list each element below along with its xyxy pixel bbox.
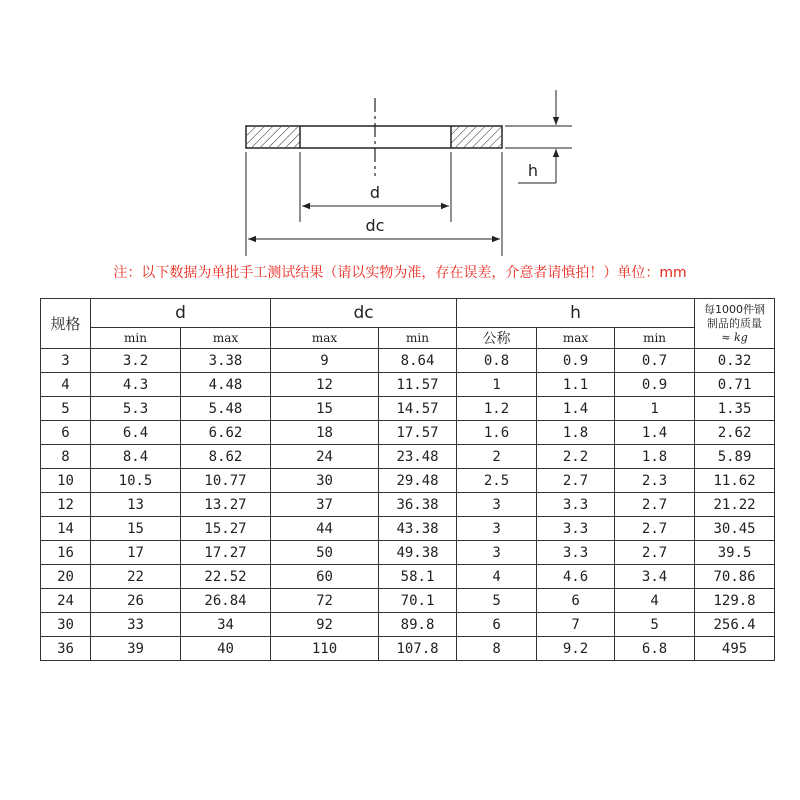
cell-h-min: 2.7 xyxy=(615,517,695,541)
cell-h-min: 1 xyxy=(615,397,695,421)
cell-d-max: 26.84 xyxy=(181,589,271,613)
cell-h-max: 3.3 xyxy=(537,541,615,565)
cell-d-min: 13 xyxy=(91,493,181,517)
table-row xyxy=(41,493,775,517)
header-h: h xyxy=(457,299,695,328)
cell-h-nominal: 1 xyxy=(457,373,537,397)
cell-d-min: 4.3 xyxy=(91,373,181,397)
cell-spec: 3 xyxy=(41,349,91,373)
left-hatched-section xyxy=(247,127,300,147)
cell-h-max: 2.2 xyxy=(537,445,615,469)
cell-d-max: 6.62 xyxy=(181,421,271,445)
cell-dc-max: 30 xyxy=(271,469,379,493)
cell-dc-max: 37 xyxy=(271,493,379,517)
cell-dc-max: 60 xyxy=(271,565,379,589)
subheader-d-max: max xyxy=(181,328,271,349)
cell-h-min: 1.8 xyxy=(615,445,695,469)
cell-d-min: 8.4 xyxy=(91,445,181,469)
cell-dc-min: 107.8 xyxy=(379,637,457,661)
cell-h-min: 1.4 xyxy=(615,421,695,445)
subheader-dc-min: min xyxy=(379,328,457,349)
cell-h-min: 5 xyxy=(615,613,695,637)
cell-h-max: 3.3 xyxy=(537,517,615,541)
header-spec: 规格 xyxy=(41,299,91,349)
table-row xyxy=(41,421,775,445)
cell-h-max: 1.8 xyxy=(537,421,615,445)
cell-h-min: 3.4 xyxy=(615,565,695,589)
cell-d-max: 4.48 xyxy=(181,373,271,397)
subheader-h-max: max xyxy=(537,328,615,349)
table-row xyxy=(41,397,775,421)
cell-dc-max: 72 xyxy=(271,589,379,613)
cell-mass: 39.5 xyxy=(695,541,775,565)
cell-d-min: 15 xyxy=(91,517,181,541)
cell-d-max: 5.48 xyxy=(181,397,271,421)
cell-h-max: 1.1 xyxy=(537,373,615,397)
cell-h-nominal: 3 xyxy=(457,493,537,517)
cell-dc-max: 44 xyxy=(271,517,379,541)
cell-dc-min: 36.38 xyxy=(379,493,457,517)
d-dimension-label: d xyxy=(369,183,381,202)
cell-d-min: 3.2 xyxy=(91,349,181,373)
cell-dc-max: 9 xyxy=(271,349,379,373)
cell-h-min: 0.9 xyxy=(615,373,695,397)
table-row xyxy=(41,565,775,589)
cell-spec: 24 xyxy=(41,589,91,613)
cell-d-max: 13.27 xyxy=(181,493,271,517)
cell-dc-min: 14.57 xyxy=(379,397,457,421)
cell-mass: 1.35 xyxy=(695,397,775,421)
washer-spec-table xyxy=(40,298,775,661)
cell-d-max: 8.62 xyxy=(181,445,271,469)
cell-h-max: 3.3 xyxy=(537,493,615,517)
cell-dc-min: 70.1 xyxy=(379,589,457,613)
header-d: d xyxy=(91,299,271,328)
cell-spec: 20 xyxy=(41,565,91,589)
cell-dc-max: 24 xyxy=(271,445,379,469)
cell-h-nominal: 2 xyxy=(457,445,537,469)
cell-h-min: 0.7 xyxy=(615,349,695,373)
cell-d-max: 3.38 xyxy=(181,349,271,373)
cell-spec: 36 xyxy=(41,637,91,661)
cell-h-nominal: 3 xyxy=(457,517,537,541)
cell-spec: 6 xyxy=(41,421,91,445)
cell-spec: 14 xyxy=(41,517,91,541)
cell-d-max: 17.27 xyxy=(181,541,271,565)
table-row xyxy=(41,349,775,373)
cell-h-max: 4.6 xyxy=(537,565,615,589)
cell-d-min: 39 xyxy=(91,637,181,661)
header-mass-line2: 制品的质量 xyxy=(707,317,763,330)
cell-h-min: 4 xyxy=(615,589,695,613)
cell-dc-max: 50 xyxy=(271,541,379,565)
cell-d-max: 15.27 xyxy=(181,517,271,541)
cell-dc-max: 18 xyxy=(271,421,379,445)
cell-spec: 12 xyxy=(41,493,91,517)
h-dimension-label: h xyxy=(527,161,539,180)
header-mass xyxy=(695,299,775,349)
cell-h-nominal: 3 xyxy=(457,541,537,565)
cell-spec: 16 xyxy=(41,541,91,565)
cell-dc-min: 89.8 xyxy=(379,613,457,637)
cell-mass: 11.62 xyxy=(695,469,775,493)
cell-mass: 0.32 xyxy=(695,349,775,373)
cell-d-max: 22.52 xyxy=(181,565,271,589)
table-row xyxy=(41,517,775,541)
dc-dimension-label: dc xyxy=(365,216,385,235)
cell-d-min: 33 xyxy=(91,613,181,637)
cell-h-nominal: 0.8 xyxy=(457,349,537,373)
cell-h-nominal: 1.6 xyxy=(457,421,537,445)
table-body xyxy=(41,349,775,661)
cell-dc-max: 92 xyxy=(271,613,379,637)
cell-h-min: 2.3 xyxy=(615,469,695,493)
cell-dc-max: 15 xyxy=(271,397,379,421)
cell-h-min: 2.7 xyxy=(615,541,695,565)
cell-h-min: 2.7 xyxy=(615,493,695,517)
cell-d-max: 10.77 xyxy=(181,469,271,493)
measurement-note: 注：以下数据为单批手工测试结果（请以实物为准，存在误差，介意者请慎拍！）单位：mm xyxy=(113,265,687,281)
cell-dc-min: 49.38 xyxy=(379,541,457,565)
cell-spec: 8 xyxy=(41,445,91,469)
header-mass-line1: 每1000件钢 xyxy=(704,303,766,316)
cell-dc-min: 29.48 xyxy=(379,469,457,493)
cell-h-max: 6 xyxy=(537,589,615,613)
header-mass-line3: ≈ kg xyxy=(721,331,748,344)
cell-mass: 129.8 xyxy=(695,589,775,613)
right-hatched-section xyxy=(451,127,501,147)
cell-dc-min: 23.48 xyxy=(379,445,457,469)
cell-h-nominal: 4 xyxy=(457,565,537,589)
cell-mass: 5.89 xyxy=(695,445,775,469)
subheader-d-min: min xyxy=(91,328,181,349)
cell-d-min: 10.5 xyxy=(91,469,181,493)
cell-d-min: 22 xyxy=(91,565,181,589)
table-row xyxy=(41,613,775,637)
subheader-dc-max: max xyxy=(271,328,379,349)
cell-spec: 5 xyxy=(41,397,91,421)
subheader-h-nominal: 公称 xyxy=(457,328,537,349)
cell-dc-max: 12 xyxy=(271,373,379,397)
cell-mass: 2.62 xyxy=(695,421,775,445)
cell-h-min: 6.8 xyxy=(615,637,695,661)
cell-dc-min: 11.57 xyxy=(379,373,457,397)
cell-d-min: 26 xyxy=(91,589,181,613)
cell-mass: 21.22 xyxy=(695,493,775,517)
cell-mass: 0.71 xyxy=(695,373,775,397)
cell-mass: 256.4 xyxy=(695,613,775,637)
cell-d-max: 40 xyxy=(181,637,271,661)
cell-h-nominal: 6 xyxy=(457,613,537,637)
cell-mass: 30.45 xyxy=(695,517,775,541)
table-row xyxy=(41,373,775,397)
cell-h-max: 7 xyxy=(537,613,615,637)
cell-d-min: 6.4 xyxy=(91,421,181,445)
cell-d-min: 17 xyxy=(91,541,181,565)
cell-dc-min: 8.64 xyxy=(379,349,457,373)
table-row xyxy=(41,541,775,565)
table-row xyxy=(41,469,775,493)
cell-h-max: 1.4 xyxy=(537,397,615,421)
cell-spec: 4 xyxy=(41,373,91,397)
cell-d-min: 5.3 xyxy=(91,397,181,421)
header-dc: dc xyxy=(271,299,457,328)
washer-profile xyxy=(246,126,502,148)
cell-spec: 10 xyxy=(41,469,91,493)
washer-cross-section-diagram xyxy=(0,0,800,262)
table-row xyxy=(41,589,775,613)
cell-h-nominal: 1.2 xyxy=(457,397,537,421)
cell-h-max: 2.7 xyxy=(537,469,615,493)
cell-dc-min: 17.57 xyxy=(379,421,457,445)
table-row xyxy=(41,637,775,661)
cell-dc-min: 58.1 xyxy=(379,565,457,589)
cell-h-nominal: 2.5 xyxy=(457,469,537,493)
cell-mass: 70.86 xyxy=(695,565,775,589)
cell-mass: 495 xyxy=(695,637,775,661)
cell-h-nominal: 8 xyxy=(457,637,537,661)
cell-d-max: 34 xyxy=(181,613,271,637)
cell-h-nominal: 5 xyxy=(457,589,537,613)
table-row xyxy=(41,445,775,469)
cell-spec: 30 xyxy=(41,613,91,637)
cell-h-max: 0.9 xyxy=(537,349,615,373)
cell-h-max: 9.2 xyxy=(537,637,615,661)
cell-dc-max: 110 xyxy=(271,637,379,661)
cell-dc-min: 43.38 xyxy=(379,517,457,541)
subheader-h-min: min xyxy=(615,328,695,349)
